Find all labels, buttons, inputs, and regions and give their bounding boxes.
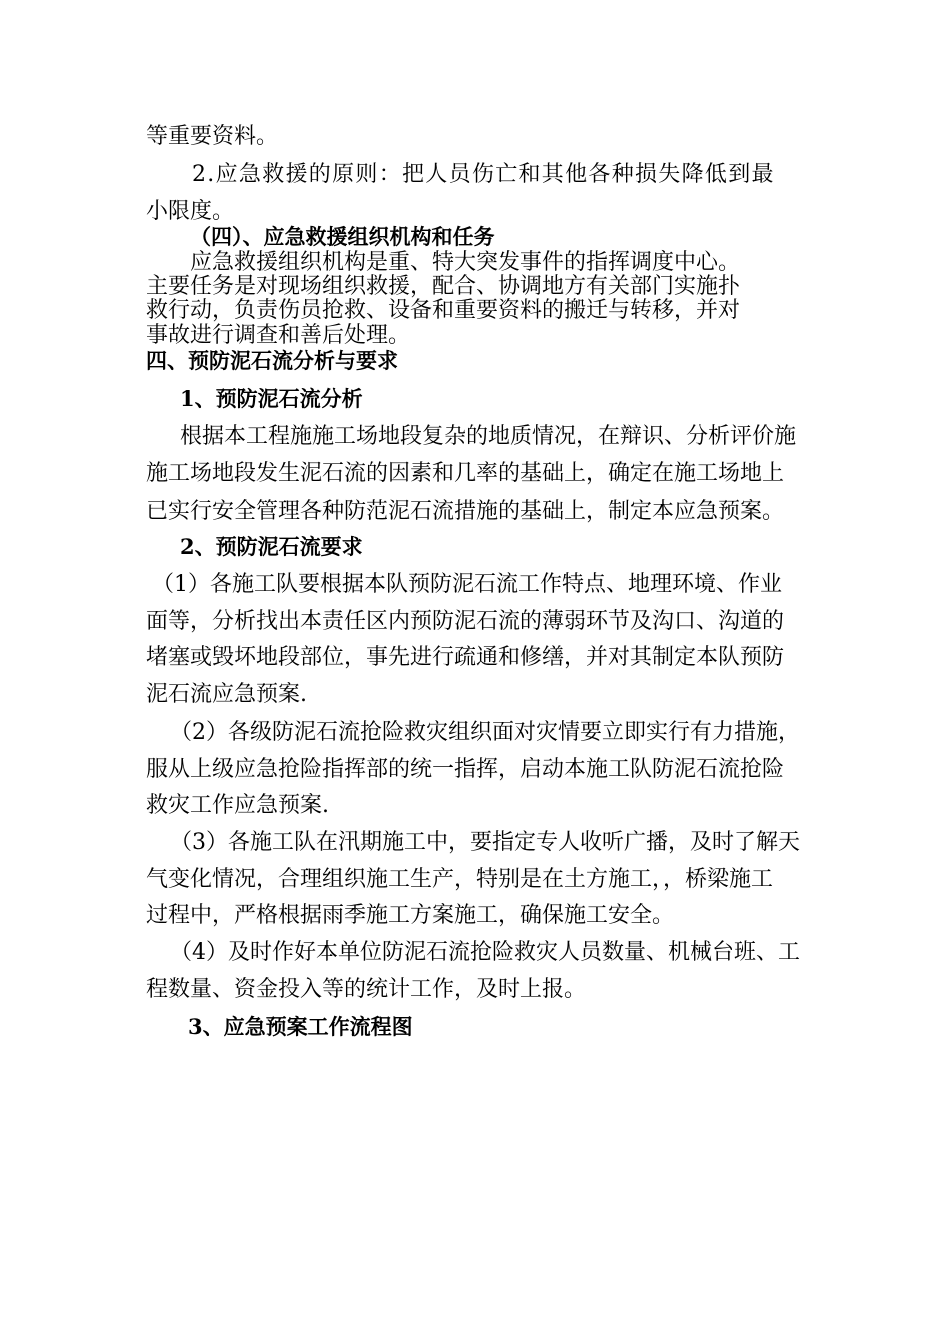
subsection-heading: 1、预防泥石流分析 — [180, 386, 363, 411]
text-line: 程数量、资金投入等的统计工作，及时上报。 — [146, 977, 587, 1002]
text-line: 泥石流应急预案. — [146, 682, 307, 707]
text-line: 根据本工程施施工场地段复杂的地质情况，在辩识、分析评价施 — [180, 424, 797, 449]
text-line: 2.应急救援的原则：把人员伤亡和其他各种损失降低到最 — [192, 162, 775, 187]
text-line: （3）各施工队在汛期施工中，要指定专人收听广播，及时了解天 — [170, 830, 800, 855]
text-line: 过程中，严格根据雨季施工方案施工，确保施工安全。 — [146, 903, 675, 928]
text-line: 事故进行调查和善后处理。 — [146, 323, 411, 348]
text-line: 救灾工作应急预案. — [146, 793, 329, 818]
text-line: 气变化情况，合理组织施工生产，特别是在土方施工，，桥梁施工 — [146, 867, 774, 892]
text-line: 应急救援组织机构是重、特大突发事件的指挥调度中心。 — [190, 250, 741, 275]
text-line: 施工场地段发生泥石流的因素和几率的基础上，确定在施工场地上 — [146, 461, 785, 486]
text-line: （2）各级防泥石流抢险救灾组织面对灾情要立即实行有力措施， — [170, 720, 800, 745]
subsection-heading: 3、应急预案工作流程图 — [188, 1014, 413, 1039]
text-line: 小限度。 — [146, 199, 235, 224]
text-line: 救行动，负责伤员抢救、设备和重要资料的搬迁与转移，并对 — [146, 298, 741, 323]
text-line: 面等，分析找出本责任区内预防泥石流的薄弱环节及沟口、沟道的 — [146, 609, 785, 634]
text-line: （4）及时作好本单位防泥石流抢险救灾人员数量、机械台班、工 — [170, 940, 800, 965]
text-line: （1）各施工队要根据本队预防泥石流工作特点、地理环境、作业 — [152, 572, 782, 597]
subsection-heading: 2、预防泥石流要求 — [180, 534, 363, 559]
text-line: 服从上级应急抢险指挥部的统一指挥，启动本施工队防泥石流抢险 — [146, 757, 785, 782]
text-line: 已实行安全管理各种防范泥石流措施的基础上，制定本应急预案。 — [146, 499, 785, 524]
text-line: 主要任务是对现场组织救援，配合、协调地方有关部门实施扑 — [146, 274, 741, 299]
text-line: 等重要资料。 — [146, 124, 279, 149]
chapter-heading: 四、预防泥石流分析与要求 — [146, 348, 398, 373]
text-line: 堵塞或毁坏地段部位，事先进行疏通和修缮，并对其制定本队预防 — [146, 645, 785, 670]
section-heading: （四）、应急救援组织机构和任务 — [190, 224, 495, 249]
